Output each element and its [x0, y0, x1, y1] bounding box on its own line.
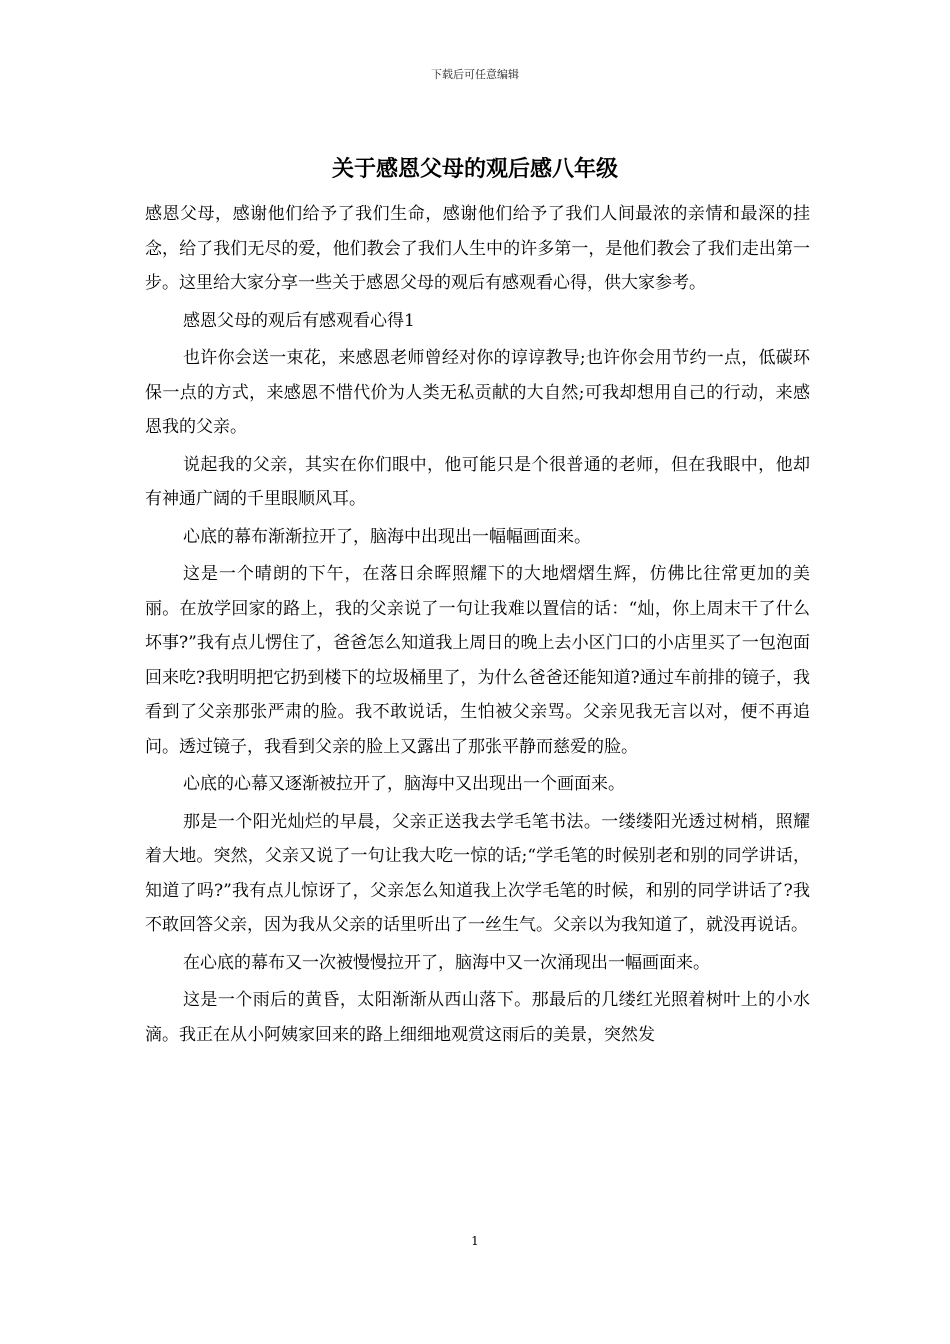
body-paragraph: 心底的幕布渐渐拉开了，脑海中出现出一幅幅画面来。 — [183, 526, 591, 547]
section-heading: 感恩父母的观后有感观看心得1 — [183, 310, 415, 331]
body-paragraph: 那是一个阳光灿烂的早晨，父亲正送我去学毛笔书法。一缕缕阳光透过树梢，照耀着大地。突然，父亲又说了一句让我大吃一惊的话;“学毛笔的时候别老和别的同学讲话，知道了吗?”我有点儿惊讶了，父亲怎么知道我上次学毛笔的时候，和别的同学讲话了?我不敢回答父亲，因为我从父亲的话里听出了一丝生气。父亲以为我知道了，就没再说话。 — [145, 811, 810, 935]
document-title: 关于感恩父母的观后感八年级 — [331, 157, 618, 182]
page-header-note: 下载后可任意编辑 — [431, 68, 519, 81]
body-paragraph: 心底的心幕又逐渐被拉开了，脑海中又出现出一个画面来。 — [183, 774, 625, 794]
document-body — [145, 197, 810, 1055]
body-paragraph: 这是一个晴朗的下午，在落日余晖照耀下的大地熠熠生辉，仿佛比往常更加的美丽。在放学回家的路上，我的父亲说了一句让我难以置信的话：“灿，你上周末干了什么坏事?”我有点儿愣住了，爸爸怎么知道我上周日的晚上去小区门口的小店里买了一包泡面回来吃?我明明把它扔到楼下的垃圾桶里了，为什么爸爸还能知道?通过车前排的镜子，我看到了父亲那张严肃的脸。我不敢说话，生怕被父亲骂。父亲见我无言以对，便不再追问。透过镜子，我看到父亲的脸上又露出了那张平静而慈爱的脸。 — [145, 564, 810, 757]
body-paragraph: 也许你会送一束花，来感恩老师曾经对你的谆谆教导;也许你会用节约一点，低碳环保一点的方式，来感恩不惜代价为人类无私贡献的大自然;可我却想用自己的行动，来感恩我的父亲。 — [145, 348, 810, 437]
body-paragraph: 这是一个雨后的黄昏，太阳渐渐从西山落下。那最后的几缕红光照着树叶上的小水滴。我正在从小阿姨家回来的路上细细地观赏这雨后的美景，突然发 — [145, 990, 810, 1045]
body-paragraph: 说起我的父亲，其实在你们眼中，他可能只是个很普通的老师，但在我眼中，他却有神通广阔的千里眼顺风耳。 — [145, 454, 810, 509]
page-number: 1 — [471, 1234, 479, 1248]
intro-paragraph: 感恩父母，感谢他们给予了我们生命，感谢他们给予了我们人间最浓的亲情和最深的挂念，给了我们无尽的爱，他们教会了我们人生中的许多第一，是他们教会了我们走出第一步。这里给大家分享一些关于感恩父母的观后有感观看心得，供大家参考。 — [145, 204, 810, 293]
body-paragraph: 在心底的幕布又一次被慢慢拉开了，脑海中又一次涌现出一幅画面来。 — [183, 952, 710, 973]
